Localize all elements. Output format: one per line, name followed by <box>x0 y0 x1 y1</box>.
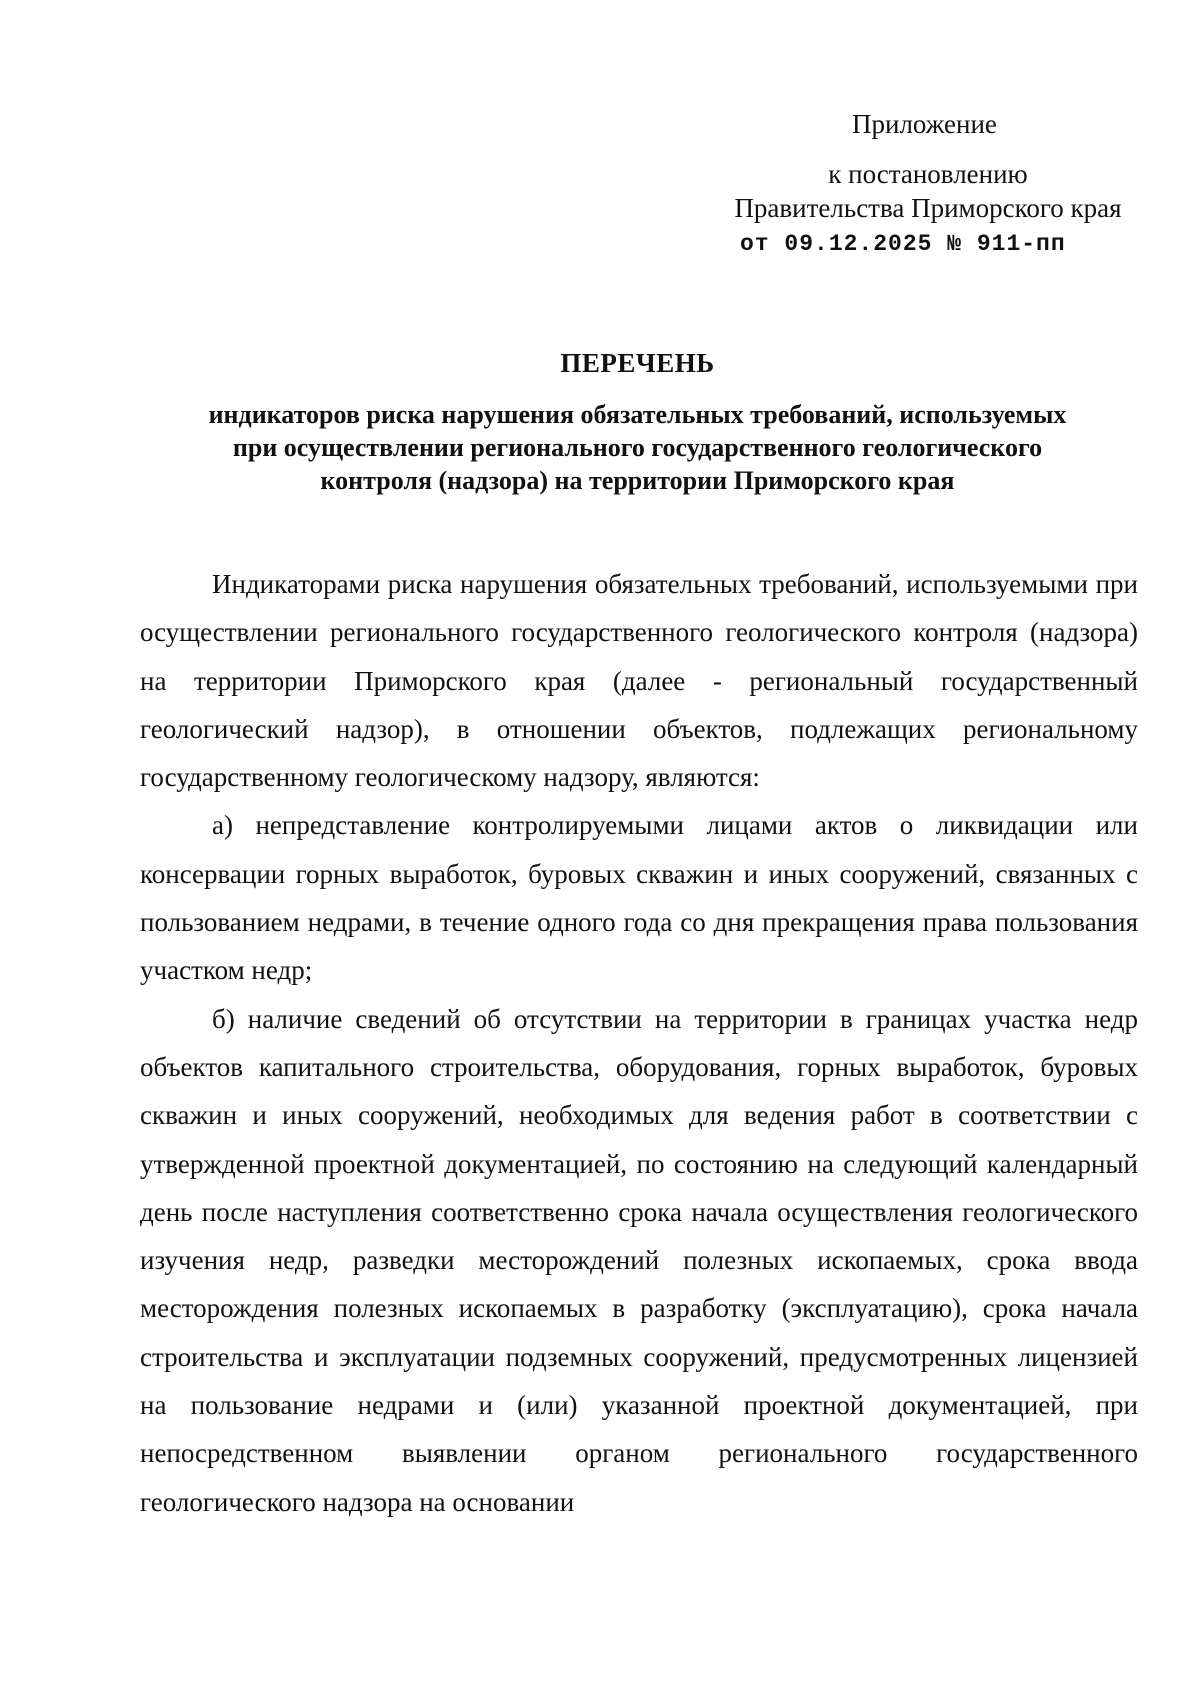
appendix-date-number: от 09.12.2025 № 911-пп <box>740 231 1066 257</box>
intro-paragraph: Индикаторами риска нарушения обязательных требований, используемыми при осуществлении регионального государственного геологического контроля (надзора) на территории Приморского края (далее - региональный государственный геологический надзор), в отношении объектов, подлежащих региональному государственному геологическому надзору, являются: <box>140 569 1138 793</box>
subtitle-line-3: контроля (надзора) на территории Приморского края <box>320 466 955 495</box>
document-subtitle <box>150 398 1125 497</box>
list-item-a: а) непредставление контролируемыми лицами актов о ликвидации или консервации горных выработок, буровых скважин и иных сооружений, связанных с пользованием недрами, в течение одного года со дня прекращения права пользования участком недр; <box>140 810 1138 986</box>
list-item-b: б) наличие сведений об отсутствии на территории в границах участка недр объектов капитального строительства, оборудования, горных выработок, буровых скважин и иных сооружений, необходимых для ведения работ в соответствии с утвержденной проектной документацией, по состоянию на следующий календарный день после наступления соответственно срока начала осуществления геологического изучения недр, разведки месторождений полезных ископаемых, срока ввода месторождения полезных ископаемых в разработку (эксплуатацию), срока начала строительства и эксплуатации подземных сооружений, предусмотренных лицензией на пользование недрами и (или) указанной проектной документацией, при непосредственном выявлении органом регионального государственного геологического надзора на основании <box>140 1003 1138 1517</box>
appendix-ref-line-1: к постановлению <box>828 159 1028 189</box>
subtitle-line-2: при осуществлении регионального государственного геологического <box>232 433 1043 462</box>
appendix-ref-line-2: Правительства Приморского края <box>734 193 1122 223</box>
document-title: ПЕРЕЧЕНЬ <box>560 348 715 378</box>
subtitle-line-1: индикаторов риска нарушения обязательных требований, используемых <box>208 400 1067 429</box>
document-body <box>140 560 1138 1526</box>
appendix-label: Приложение <box>852 109 997 139</box>
appendix-reference <box>718 157 1138 225</box>
